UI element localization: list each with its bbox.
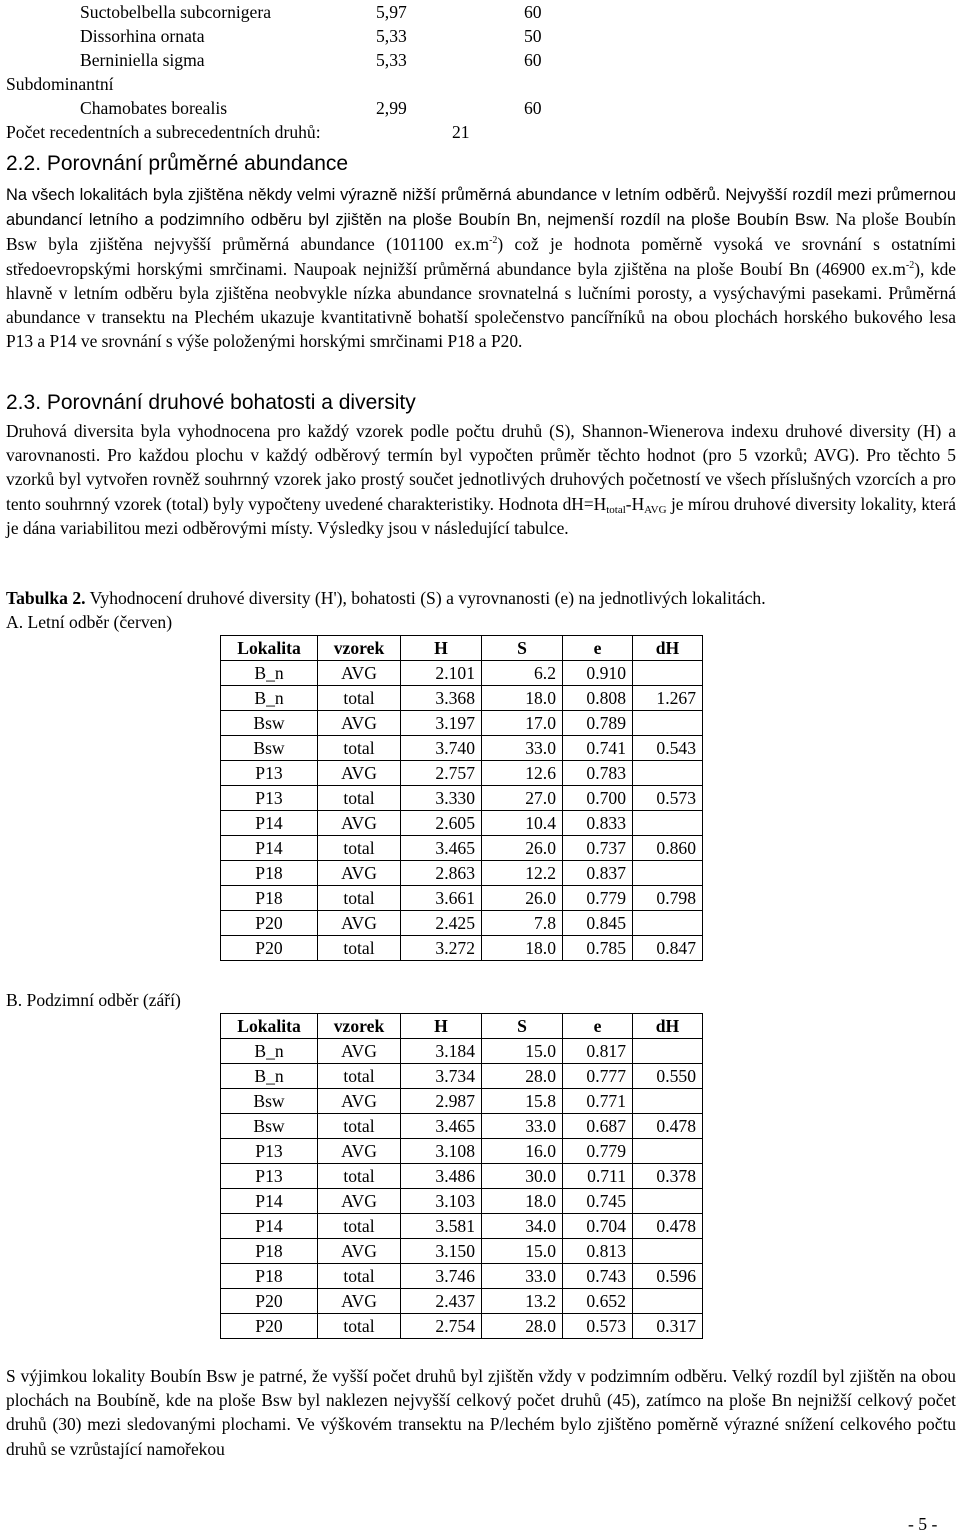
column-header: Lokalita <box>221 1014 318 1039</box>
table-cell: 33.0 <box>482 1114 563 1139</box>
table-cell: AVG <box>318 911 401 936</box>
table-cell: Bsw <box>221 736 318 761</box>
table-cell: P20 <box>221 936 318 961</box>
table-cell: total <box>318 1114 401 1139</box>
table-header-row <box>221 636 703 661</box>
table-cell: 3.465 <box>401 1114 482 1139</box>
table-row <box>221 1314 703 1339</box>
table-row <box>221 686 703 711</box>
paragraph-run: ) což je hodnota poměrně vysoká ve srovnání s ostatními středoevropskými horskými smrčinami. Naupoak nejnižší průměrná abundance byla zjištěna na ploše Boubí Bn (46900 ex.m <box>6 234 957 279</box>
table-row <box>221 836 703 861</box>
column-header: S <box>482 636 563 661</box>
table-cell: P18 <box>221 1264 318 1289</box>
table-cell: 33.0 <box>482 736 563 761</box>
table-cell: 0.779 <box>563 1139 633 1164</box>
column-header: e <box>563 1014 633 1039</box>
table-cell: 0.743 <box>563 1264 633 1289</box>
table-cell: 0.845 <box>563 911 633 936</box>
table-row <box>221 1164 703 1189</box>
table-cell: 2.863 <box>401 861 482 886</box>
closing-paragraph: S výjimkou lokality Boubín Bsw je patrné, že vyšší počet druhů byl zjištěn vždy v podzimním odběru. Velký rozdíl byl zjištěn na obou plochách na Boubíně, kde na ploše Bsw byl naklezen nejvyšší celkový počet druhů (45), zatímco na ploše Bn nejnižší celkový počet druhů (30) mezi sledovanými plochami. Ve výškovém transektu na P/lechém bylo zjištěno poměrně výrazné snížení celkového počtu druhů se vzrůstající namořekou <box>6 1366 956 1459</box>
table-cell: 0.573 <box>563 1314 633 1339</box>
table-row <box>221 1189 703 1214</box>
species-count-label: Počet recedentních a subrecedentních druhů: <box>6 122 321 142</box>
table-cell: P14 <box>221 1189 318 1214</box>
table-cell: AVG <box>318 861 401 886</box>
table-cell: 34.0 <box>482 1214 563 1239</box>
table-cell: P18 <box>221 1239 318 1264</box>
table-cell: 3.746 <box>401 1264 482 1289</box>
column-header: S <box>482 1014 563 1039</box>
table-cell: 18.0 <box>482 1189 563 1214</box>
table-cell: 0.745 <box>563 1189 633 1214</box>
table-header-row <box>221 1014 703 1039</box>
paragraph-run: je mírou druhové diversity lokality, která je dána variabilitou mezi odběrovými místy. Výsledky jsou v následující tabulce. <box>6 493 956 538</box>
table-cell: 0.596 <box>633 1264 703 1289</box>
table-cell: total <box>318 786 401 811</box>
table-cell: 17.0 <box>482 711 563 736</box>
diversity-paragraph <box>6 419 956 540</box>
species-percent: 60 <box>524 2 542 22</box>
table-row <box>221 711 703 736</box>
table-cell: P20 <box>221 911 318 936</box>
table-cell: 0.652 <box>563 1289 633 1314</box>
table-cell: 3.272 <box>401 936 482 961</box>
table-row <box>221 1139 703 1164</box>
table-cell <box>633 1239 703 1264</box>
table-cell: 3.103 <box>401 1189 482 1214</box>
table-cell <box>633 1039 703 1064</box>
table-cell: 13.2 <box>482 1289 563 1314</box>
paragraph-run: -H <box>625 493 645 514</box>
table-row <box>221 911 703 936</box>
table-cell: 0.783 <box>563 761 633 786</box>
species-name: Dissorhina ornata <box>80 26 205 46</box>
table-cell <box>633 1189 703 1214</box>
table-cell: AVG <box>318 661 401 686</box>
table-cell: AVG <box>318 1239 401 1264</box>
table-cell: 3.197 <box>401 711 482 736</box>
table-cell: 0.777 <box>563 1064 633 1089</box>
table-cell <box>633 661 703 686</box>
subscript: total <box>606 503 626 516</box>
table-cell: 0.789 <box>563 711 633 736</box>
table-cell: 0.478 <box>633 1114 703 1139</box>
table-cell: P13 <box>221 1139 318 1164</box>
table-cell: 0.378 <box>633 1164 703 1189</box>
table-cell: 26.0 <box>482 836 563 861</box>
table-cell: 3.581 <box>401 1214 482 1239</box>
species-value: 5,33 <box>376 26 407 46</box>
paragraph-run: Druhová diversita byla vyhodnocena pro každý vzorek podle počtu druhů (S), Shannon-Wienerova indexu druhové diversity (H) a varovnanosti. Pro každou plochu v každý odběrový termín byl vypočten průměr těchto hodnot (pro 5 vzorků; AVG). Pro těchto 5 vzorků byl vytvořen rovněž souhrnný vzorek jako prostý součet jednotlivých druhových početností ve všech příslušných vzorcích a pro tento souhrnný vzorek (total) byly vypočteny uvedené charakteristiky. Hodnota dH=H <box>6 421 956 514</box>
table-cell: total <box>318 686 401 711</box>
species-name: Chamobates borealis <box>80 98 228 118</box>
table-row <box>221 1114 703 1139</box>
table-cell: P13 <box>221 761 318 786</box>
abundance-paragraph <box>6 182 956 353</box>
table-cell <box>633 1139 703 1164</box>
table-cell: total <box>318 836 401 861</box>
table-cell: 30.0 <box>482 1164 563 1189</box>
table-cell: 16.0 <box>482 1139 563 1164</box>
table-cell: 0.817 <box>563 1039 633 1064</box>
table-cell: 0.785 <box>563 936 633 961</box>
table-cell: P14 <box>221 836 318 861</box>
table-cell: 2.425 <box>401 911 482 936</box>
table-cell <box>633 1089 703 1114</box>
species-value: 5,33 <box>376 50 407 70</box>
table-cell: P18 <box>221 886 318 911</box>
table-cell: 3.150 <box>401 1239 482 1264</box>
table-cell: 2.605 <box>401 811 482 836</box>
table-row <box>221 1089 703 1114</box>
table-cell: 2.987 <box>401 1089 482 1114</box>
table-cell: B_n <box>221 661 318 686</box>
table-cell: 3.734 <box>401 1064 482 1089</box>
table-cell: P20 <box>221 1289 318 1314</box>
table-cell: 10.4 <box>482 811 563 836</box>
table-cell: 15.8 <box>482 1089 563 1114</box>
table-cell: 0.700 <box>563 786 633 811</box>
table-cell: 0.779 <box>563 886 633 911</box>
table-cell: 0.478 <box>633 1214 703 1239</box>
table-cell: 0.847 <box>633 936 703 961</box>
table-cell: 33.0 <box>482 1264 563 1289</box>
table-cell: B_n <box>221 686 318 711</box>
table-cell: 15.0 <box>482 1239 563 1264</box>
table-cell: AVG <box>318 1089 401 1114</box>
table-cell: B_n <box>221 1039 318 1064</box>
table-row <box>221 1039 703 1064</box>
table-cell: P20 <box>221 1314 318 1339</box>
species-value: 2,99 <box>376 98 407 118</box>
column-header: dH <box>633 636 703 661</box>
table-cell: 3.486 <box>401 1164 482 1189</box>
table-cell: P14 <box>221 811 318 836</box>
table-row <box>221 936 703 961</box>
table-cell: 0.687 <box>563 1114 633 1139</box>
column-header: dH <box>633 1014 703 1039</box>
table-caption-text: Vyhodnocení druhové diversity (H'), bohatosti (S) a vyrovnanosti (e) na jednotlivých lokalitách. <box>85 588 766 608</box>
column-header: H <box>401 636 482 661</box>
table-cell: total <box>318 1064 401 1089</box>
table-row <box>221 1264 703 1289</box>
table-cell: total <box>318 1314 401 1339</box>
table-cell: AVG <box>318 1189 401 1214</box>
table-cell: 0.910 <box>563 661 633 686</box>
table-cell: 3.661 <box>401 886 482 911</box>
table-caption-label: Tabulka 2. <box>6 588 86 608</box>
subscript: AVG <box>644 503 667 516</box>
table-cell: Bsw <box>221 711 318 736</box>
column-header: vzorek <box>318 636 401 661</box>
table-cell: 6.2 <box>482 661 563 686</box>
table-cell: total <box>318 736 401 761</box>
table-cell: AVG <box>318 761 401 786</box>
table-row <box>221 1289 703 1314</box>
table-cell: 28.0 <box>482 1314 563 1339</box>
table-body <box>221 661 703 961</box>
table-cell: 1.267 <box>633 686 703 711</box>
table-cell: AVG <box>318 711 401 736</box>
species-name: Berniniella sigma <box>80 50 205 70</box>
table-cell: 3.330 <box>401 786 482 811</box>
table-cell: 3.368 <box>401 686 482 711</box>
table-row <box>221 886 703 911</box>
table-cell: 0.771 <box>563 1089 633 1114</box>
superscript: -2 <box>905 259 915 271</box>
species-percent: 60 <box>524 98 542 118</box>
table-cell: 28.0 <box>482 1064 563 1089</box>
table-a-title: A. Letní odběr (červen) <box>6 612 173 632</box>
table-cell: 3.184 <box>401 1039 482 1064</box>
table-row <box>221 761 703 786</box>
table-cell: 26.0 <box>482 886 563 911</box>
table-cell: 0.543 <box>633 736 703 761</box>
table-cell: total <box>318 1264 401 1289</box>
table-cell: 3.465 <box>401 836 482 861</box>
table-cell: total <box>318 936 401 961</box>
table-cell: 27.0 <box>482 786 563 811</box>
table-row <box>221 786 703 811</box>
table-cell: 2.101 <box>401 661 482 686</box>
table-row <box>221 1239 703 1264</box>
species-value: 5,97 <box>376 2 407 22</box>
table-cell: 0.833 <box>563 811 633 836</box>
species-count-value: 21 <box>452 122 470 142</box>
section-heading-2-3: 2.3. Porovnání druhové bohatosti a diversity <box>6 391 416 414</box>
table-cell: AVG <box>318 1039 401 1064</box>
table-cell: 0.798 <box>633 886 703 911</box>
table-cell: 18.0 <box>482 686 563 711</box>
autumn-diversity-table <box>220 1013 703 1339</box>
summer-diversity-table <box>220 635 703 961</box>
column-header: Lokalita <box>221 636 318 661</box>
table-cell: 0.808 <box>563 686 633 711</box>
table-cell <box>633 811 703 836</box>
table-row <box>221 861 703 886</box>
page-number: - 5 - <box>908 1514 938 1534</box>
table-b-title: B. Podzimní odběr (září) <box>6 990 181 1010</box>
table-cell: 0.837 <box>563 861 633 886</box>
table-row <box>221 1214 703 1239</box>
table-cell: P14 <box>221 1214 318 1239</box>
table-cell: 0.704 <box>563 1214 633 1239</box>
table-cell <box>633 761 703 786</box>
table-cell <box>633 1289 703 1314</box>
table-row <box>221 736 703 761</box>
subdominant-label: Subdominantní <box>6 74 114 94</box>
table-cell: P13 <box>221 1164 318 1189</box>
column-header: e <box>563 636 633 661</box>
table-cell: 7.8 <box>482 911 563 936</box>
species-percent: 50 <box>524 26 542 46</box>
section-heading-2-2: 2.2. Porovnání průměrné abundance <box>6 152 349 175</box>
paragraph-run: Na ploše Boubín Bsw byla zjištěna nejvyšší průměrná abundance (101100 ex.m <box>6 209 956 255</box>
table-cell: 0.737 <box>563 836 633 861</box>
table-cell: 3.740 <box>401 736 482 761</box>
species-percent: 60 <box>524 50 542 70</box>
paragraph-run: Na všech lokalitách byla zjištěna někdy velmi výrazně nižší průměrná abundance v letním odběrů. Nejvyšší rozdíl mezi průmernou abundancí letního a podzimního odběru byl zjištěn na ploše Boubín Bn, nejmenší rozdíl na ploše Boubín Bsw. <box>6 186 956 230</box>
table-cell: 0.813 <box>563 1239 633 1264</box>
table-body <box>221 1039 703 1339</box>
table-cell: 0.317 <box>633 1314 703 1339</box>
superscript: -2 <box>489 235 498 247</box>
table-cell: 0.711 <box>563 1164 633 1189</box>
table-cell: 2.757 <box>401 761 482 786</box>
table-cell: B_n <box>221 1064 318 1089</box>
table-cell: AVG <box>318 811 401 836</box>
table-cell: 18.0 <box>482 936 563 961</box>
table-cell <box>633 861 703 886</box>
table-cell <box>633 911 703 936</box>
table-cell: 0.741 <box>563 736 633 761</box>
table-cell: 15.0 <box>482 1039 563 1064</box>
table-row <box>221 661 703 686</box>
table-cell: 0.860 <box>633 836 703 861</box>
table-row <box>221 1064 703 1089</box>
table-cell: AVG <box>318 1139 401 1164</box>
table-cell: AVG <box>318 1289 401 1314</box>
column-header: H <box>401 1014 482 1039</box>
table-cell: 2.437 <box>401 1289 482 1314</box>
table-cell: P18 <box>221 861 318 886</box>
table-cell: Bsw <box>221 1114 318 1139</box>
table-cell: 2.754 <box>401 1314 482 1339</box>
table-cell: total <box>318 886 401 911</box>
table-cell: 12.2 <box>482 861 563 886</box>
table-cell: 3.108 <box>401 1139 482 1164</box>
table-cell: 12.6 <box>482 761 563 786</box>
table-row <box>221 811 703 836</box>
table-cell: total <box>318 1214 401 1239</box>
paragraph-run: ), kde hlavně v letním odběru byla zjištěna neobvykle nízka abundance srovnatelná s lučními porosty, a vysýchavými pasekami. Průměrná abundance v transektu na Plechém ukazuje kvantitativně bohatší společenstvo pancířníků na obou plochách horského bukového lesa P13 a P14 ve srovnání s výše položenými horskými smrčinami P18 a P20. <box>6 258 956 352</box>
table-cell: total <box>318 1164 401 1189</box>
table-cell: 0.550 <box>633 1064 703 1089</box>
species-name: Suctobelbella subcornigera <box>80 2 272 22</box>
table-caption <box>6 586 766 610</box>
table-cell <box>633 711 703 736</box>
table-cell: 0.573 <box>633 786 703 811</box>
column-header: vzorek <box>318 1014 401 1039</box>
table-cell: P13 <box>221 786 318 811</box>
table-cell: Bsw <box>221 1089 318 1114</box>
